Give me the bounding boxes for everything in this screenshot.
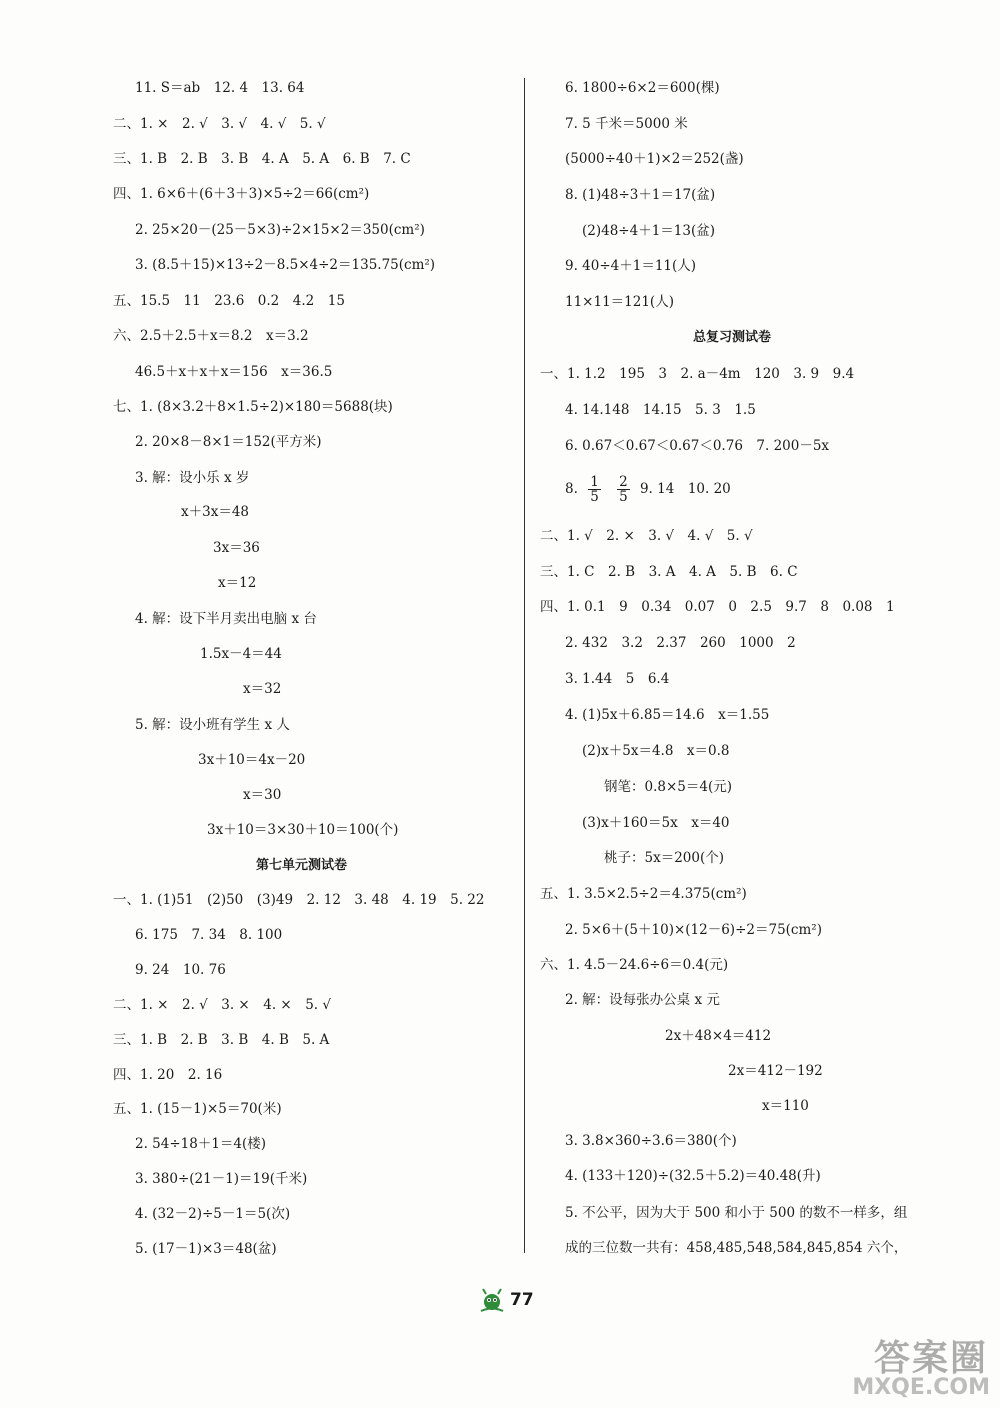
site-watermark: [842, 1330, 992, 1400]
watermark-url: MXQE.COM: [852, 1375, 990, 1400]
answer-line: 9. 24 10. 76: [135, 962, 226, 978]
answer-line: 7. 5 千米＝5000 米: [565, 116, 688, 132]
answer-line: 三、1. C 2. B 3. A 4. A 5. B 6. C: [540, 564, 798, 580]
answer-line: 五、1. 3.5×2.5÷2＝4.375(cm²): [540, 886, 747, 902]
answer-line: 3x＋10＝3×30＋10＝100(个): [207, 822, 399, 838]
answer-line: 2x＝412－192: [728, 1063, 823, 1079]
section-title: 第七单元测试卷: [256, 858, 348, 873]
answer-line: 2. 25×20－(25－5×3)÷2×15×2＝350(cm²): [135, 222, 425, 238]
answer-line: 桃子：5x＝200(个): [604, 850, 725, 866]
answer-line: 钢笔：0.8×5＝4(元): [604, 779, 732, 795]
question-number: 8.: [565, 481, 578, 497]
answer-line: 5. 不公平，因为大于 500 和小于 500 的数不一样多，组: [565, 1205, 908, 1221]
answer-line: 五、15.5 11 23.6 0.2 4.2 15: [113, 293, 345, 309]
answer-line: 2. 432 3.2 2.37 260 1000 2: [565, 635, 796, 651]
answer-line: 四、1. 20 2. 16: [113, 1067, 223, 1083]
answer-line: 三、1. B 2. B 3. B 4. A 5. A 6. B 7. C: [113, 151, 411, 167]
answer-line: 3. (8.5＋15)×13÷2－8.5×4÷2＝135.75(cm²): [135, 257, 436, 273]
answer-line: 五、1. (15－1)×5＝70(米): [113, 1101, 282, 1117]
answer-line: 七、1. (8×3.2＋8×1.5÷2)×180＝5688(块): [113, 399, 393, 415]
page-number: 77: [510, 1290, 534, 1310]
answer-line: 二、1. × 2. √ 3. × 4. × 5. √: [113, 997, 331, 1013]
answer-text: 9. 14 10. 20: [639, 481, 731, 497]
answer-line: 1.5x－4＝44: [200, 646, 282, 662]
answer-line: 4. 14.148 14.15 5. 3 1.5: [565, 402, 756, 418]
answer-line: 2x＋48×4＝412: [665, 1028, 772, 1044]
answer-line: 四、1. 0.1 9 0.34 0.07 0 2.5 9.7 8 0.08 1: [540, 599, 895, 615]
answer-line: (5000÷40＋1)×2＝252(盏): [565, 151, 744, 167]
answer-line: 8. (1)48÷3＋1＝17(盆): [565, 187, 716, 203]
answer-line: 2. 54÷18＋1＝4(楼): [135, 1136, 267, 1152]
mascot-icon: [478, 1286, 506, 1314]
answer-line: 2. 5×6＋(5＋10)×(12－6)÷2＝75(cm²): [565, 922, 822, 938]
answer-line: 2. 20×8－8×1＝152(平方米): [135, 434, 322, 450]
fraction-one-fifth: $\frac{1}{5}$: [590, 474, 599, 505]
answer-line: 三、1. B 2. B 3. B 4. B 5. A: [113, 1032, 330, 1048]
answer-line: 9. 40÷4＋1＝11(人): [565, 258, 697, 274]
answer-line: 四、1. 6×6＋(6＋3＋3)×5÷2＝66(cm²): [113, 186, 370, 202]
answer-line: 3x＋10＝4x－20: [198, 752, 306, 768]
answer-line: 成的三位数一共有：458,485,548,584,845,854 六个，: [565, 1240, 908, 1256]
answer-line: 六、2.5＋2.5＋x＝8.2 x＝3.2: [113, 328, 309, 344]
answer-line: (2)48÷4＋1＝13(盆): [582, 223, 716, 239]
section-title: 总复习测试卷: [693, 330, 772, 345]
answer-line: x＝30: [243, 787, 282, 803]
answer-line: 六、1. 4.5－24.6÷6＝0.4(元): [540, 957, 729, 973]
answer-line: 2. 解：设每张办公桌 x 元: [565, 992, 720, 1008]
answer-line: x＝32: [243, 681, 282, 697]
answer-line: 6. 0.67＜0.67＜0.67＜0.76 7. 200－5x: [565, 438, 830, 454]
fraction-answer-line: [565, 475, 731, 504]
answer-line: (2)x＋5x＝4.8 x＝0.8: [582, 743, 730, 759]
answer-line: 3. 解：设小乐 x 岁: [135, 470, 250, 486]
answer-line: (3)x＋160＝5x x＝40: [582, 815, 730, 831]
answer-line: x＝12: [218, 575, 257, 591]
answer-line: 11. S＝ab 12. 4 13. 64: [135, 80, 305, 96]
fraction-two-fifths: $\frac{2}{5}$: [619, 474, 628, 505]
answer-line: 4. (1)5x＋6.85＝14.6 x＝1.55: [565, 707, 770, 723]
answer-line: 3. 1.44 5 6.4: [565, 671, 670, 687]
answer-line: 11×11＝121(人): [565, 294, 674, 310]
answer-line: 一、1. (1)51 (2)50 (3)49 2. 12 3. 48 4. 19 5. 22: [113, 892, 485, 908]
answer-line: 6. 1800÷6×2＝600(棵): [565, 80, 720, 96]
page-footer: [478, 1286, 534, 1314]
answer-line: 3. 380÷(21－1)＝19(千米): [135, 1171, 308, 1187]
answer-line: 一、1. 1.2 195 3 2. a－4m 120 3. 9 9.4: [540, 366, 855, 382]
answer-line: 5. (17－1)×3＝48(盆): [135, 1241, 277, 1257]
answer-line: 46.5＋x＋x＋x＝156 x＝36.5: [135, 364, 333, 380]
answer-line: 6. 175 7. 34 8. 100: [135, 927, 283, 943]
answer-line: 3. 3.8×360÷3.6＝380(个): [565, 1133, 737, 1149]
answer-line: 二、1. × 2. √ 3. √ 4. √ 5. √: [113, 116, 326, 132]
answer-line: x＝110: [762, 1098, 809, 1114]
answer-line: 二、1. √ 2. × 3. √ 4. √ 5. √: [540, 528, 753, 544]
answer-line: 4. 解：设下半月卖出电脑 x 台: [135, 611, 317, 627]
answer-line: 4. (133＋120)÷(32.5＋5.2)＝40.48(升): [565, 1168, 821, 1184]
answer-line: 3x＝36: [213, 540, 260, 556]
watermark-logo-text: 答案圈: [873, 1338, 988, 1379]
answer-line: 4. (32－2)÷5－1＝5(次): [135, 1206, 291, 1222]
answer-line: x＋3x＝48: [181, 504, 249, 520]
column-divider: [524, 78, 525, 1253]
answer-line: 5. 解：设小班有学生 x 人: [135, 717, 290, 733]
